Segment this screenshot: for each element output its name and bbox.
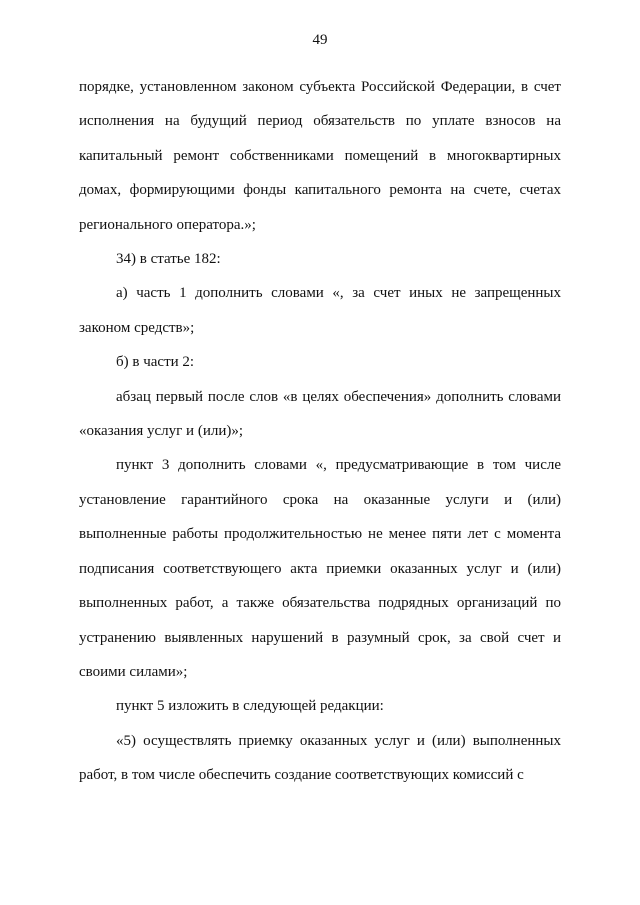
paragraph-point-3: пункт 3 дополнить словами «, предусматривающие в том числе установление гарантийного срока на оказанные услуги и (или) выполненные работы продолжительностью не менее пяти лет с момента подписания соответствующего акта приемки оказанных услуг и (или) выполненных работ, а также обязательства подрядных организаций по устранению выявленных нарушений в разумный срок, за свой счет и своими силами»;: [79, 457, 561, 680]
paragraph-subitem-b: б) в части 2:: [116, 354, 195, 371]
page-number: 49: [312, 32, 328, 48]
paragraph-point-5: пункт 5 изложить в следующей редакции:: [116, 698, 384, 715]
document-body: [79, 70, 561, 793]
paragraph-item-34: 34) в статье 182:: [116, 251, 221, 268]
paragraph-point-5-text: «5) осуществлять приемку оказанных услуг и (или) выполненных работ, в том числе обеспечить создание соответствующих комиссий с: [79, 732, 561, 784]
paragraph-subitem-a: а) часть 1 дополнить словами «, за счет иных не запрещенных законом средств»;: [79, 285, 561, 336]
paragraph-first-abzac: абзац первый после слов «в целях обеспечения» дополнить словами «оказания услуг и (или)»;: [79, 388, 561, 440]
paragraph-continuation: порядке, установленном законом субъекта Российской Федерации, в счет исполнения на будущий период обязательств по уплате взносов на капитальный ремонт собственниками помещений в многоквартирных домах, формирующими фонды капитального ремонта на счете, счетах регионального оператора.»;: [79, 79, 561, 233]
